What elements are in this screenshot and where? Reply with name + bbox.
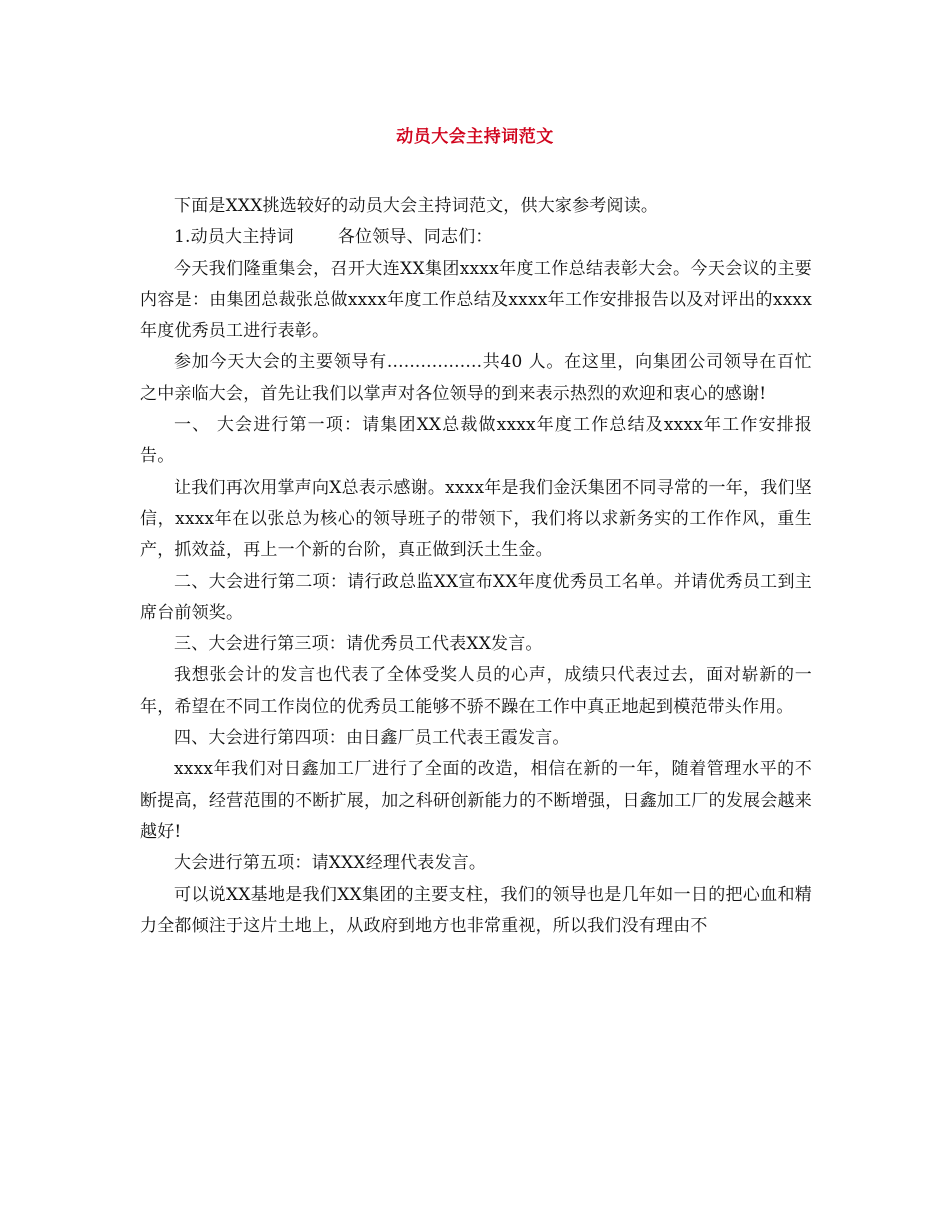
paragraph-item-5: 大会进行第五项：请XXX经理代表发言。 bbox=[174, 853, 487, 874]
paragraph-opening: 今天我们隆重集会，召开大连XX集团xxxx年度工作总结表彰大会。今天会议的主要内容是：由集团总裁张总做xxxx年度工作总结及xxxx年工作安排报告以及对评出的xxxx年度优秀员工进行表彰。 bbox=[140, 258, 812, 342]
host-heading: 1.动员大主持词 bbox=[174, 227, 294, 248]
paragraph-item-4: 四、大会进行第四项：由日鑫厂员工代表王霞发言。 bbox=[174, 728, 570, 749]
paragraph-speech-comment: 我想张会计的发言也代表了全体受奖人员的心声，成绩只代表过去，面对崭新的一年，希望在不同工作岗位的优秀员工能够不骄不躁在工作中真正地起到模范带头作用。 bbox=[140, 665, 812, 717]
paragraph-item-1: 一、 大会进行第一项：请集团XX总裁做xxxx年度工作总结及xxxx年工作安排报告。 bbox=[140, 415, 812, 467]
host-greeting: 各位领导、同志们： bbox=[337, 227, 493, 248]
paragraph-item-3: 三、大会进行第三项：请优秀员工代表XX发言。 bbox=[174, 634, 543, 655]
document-title: 动员大会主持词范文 bbox=[396, 127, 554, 147]
document-body bbox=[140, 191, 812, 942]
paragraph-base: 可以说XX基地是我们XX集团的主要支柱，我们的领导也是几年如一日的把心血和精力全都倾注于这片土地上，从政府到地方也非常重视，所以我们没有理由不 bbox=[140, 884, 812, 936]
paragraph-host-line bbox=[140, 222, 812, 253]
paragraph-item-2: 二、大会进行第二项：请行政总监XX宣布XX年度优秀员工名单。并请优秀员工到主席台前领奖。 bbox=[140, 571, 812, 623]
paragraph-intro: 下面是XXX挑选较好的动员大会主持词范文，供大家参考阅读。 bbox=[174, 196, 659, 216]
paragraph-leaders: 参加今天大会的主要领导有.................共40 人。在这里，向集团公司领导在百忙之中亲临大会，首先让我们以掌声对各位领导的到来表示热烈的欢迎和衷心的感谢! bbox=[140, 352, 812, 404]
paragraph-thanks: 让我们再次用掌声向X总表示感谢。xxxx年是我们金沃集团不同寻常的一年，我们坚信，xxxx年在以张总为核心的领导班子的带领下，我们将以求新务实的工作作风，重生产，抓效益，再上一个新的台阶，真正做到沃土生金。 bbox=[140, 477, 812, 561]
paragraph-factory: xxxx年我们对日鑫加工厂进行了全面的改造，相信在新的一年，随着管理水平的不断提高，经营范围的不断扩展，加之科研创新能力的不断增强，日鑫加工厂的发展会越来越好! bbox=[140, 759, 812, 842]
